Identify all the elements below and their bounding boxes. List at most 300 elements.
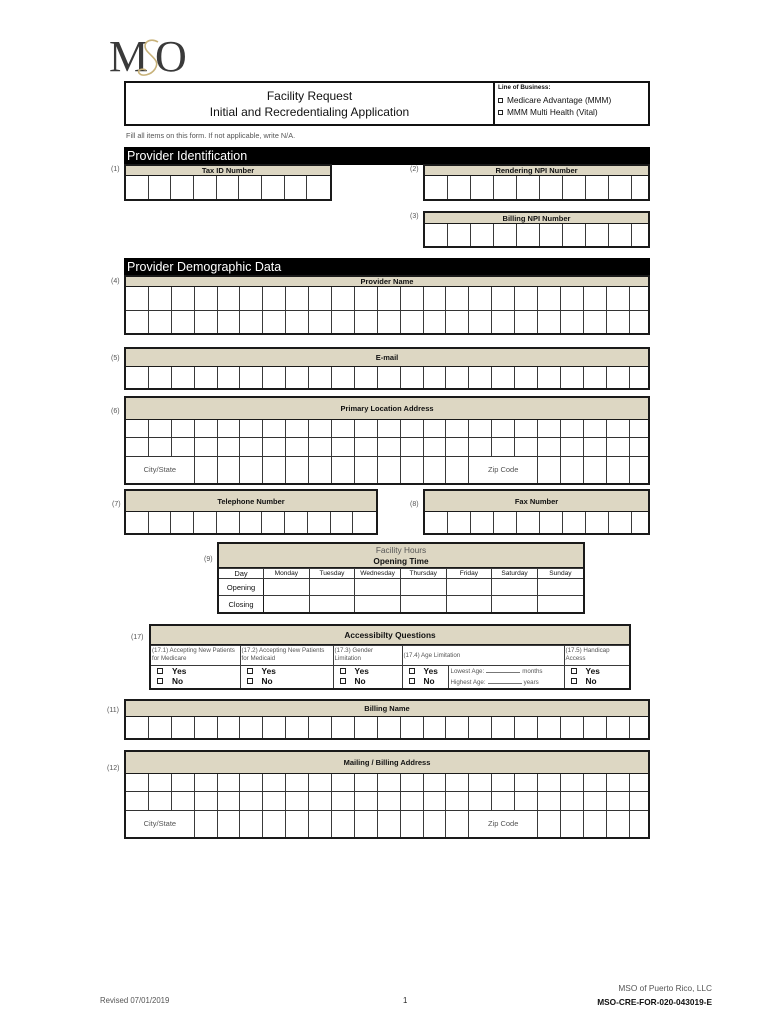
character-box[interactable]: [378, 717, 401, 738]
character-box[interactable]: [332, 717, 355, 738]
hours-cell[interactable]: [309, 579, 355, 596]
character-box[interactable]: [149, 438, 172, 455]
character-box[interactable]: [355, 311, 378, 334]
character-box[interactable]: [240, 792, 263, 809]
character-box[interactable]: [586, 224, 609, 246]
character-box[interactable]: [309, 438, 332, 455]
no-option[interactable]: [571, 676, 628, 686]
character-box[interactable]: [471, 512, 494, 533]
character-box[interactable]: [378, 792, 401, 809]
character-box[interactable]: [195, 420, 218, 437]
character-box[interactable]: [149, 367, 172, 388]
character-box[interactable]: [446, 311, 469, 334]
character-box[interactable]: [332, 367, 355, 388]
character-box[interactable]: [378, 287, 401, 310]
character-box[interactable]: [563, 176, 586, 199]
character-box[interactable]: [355, 811, 378, 837]
character-box[interactable]: [218, 420, 241, 437]
character-box[interactable]: [149, 792, 172, 809]
highest-age-input[interactable]: [488, 677, 522, 684]
character-box[interactable]: [218, 774, 241, 791]
character-box[interactable]: [538, 420, 561, 437]
character-box[interactable]: [378, 457, 401, 483]
character-box[interactable]: [149, 717, 172, 738]
character-box[interactable]: [331, 512, 354, 533]
checkbox-icon[interactable]: [340, 668, 346, 674]
character-box[interactable]: [309, 420, 332, 437]
character-box[interactable]: [217, 176, 240, 199]
character-box[interactable]: [630, 420, 648, 437]
character-box[interactable]: [172, 420, 195, 437]
character-box[interactable]: [607, 287, 630, 310]
character-box[interactable]: [286, 287, 309, 310]
checkbox-icon[interactable]: [340, 678, 346, 684]
character-box[interactable]: [448, 512, 471, 533]
character-box[interactable]: [332, 438, 355, 455]
character-box[interactable]: [607, 792, 630, 809]
character-box[interactable]: [263, 811, 286, 837]
character-box[interactable]: [401, 367, 424, 388]
hours-cell[interactable]: [400, 596, 446, 612]
character-box[interactable]: [607, 420, 630, 437]
character-box[interactable]: [630, 457, 648, 483]
character-box[interactable]: [149, 287, 172, 310]
character-box[interactable]: [239, 176, 262, 199]
character-box[interactable]: [446, 811, 469, 837]
character-box[interactable]: [309, 774, 332, 791]
character-box[interactable]: [172, 367, 195, 388]
character-box[interactable]: [240, 287, 263, 310]
character-box[interactable]: [563, 512, 586, 533]
character-box[interactable]: [332, 811, 355, 837]
hours-cell[interactable]: [446, 579, 492, 596]
character-box[interactable]: [584, 367, 607, 388]
character-box[interactable]: [240, 367, 263, 388]
character-box[interactable]: [240, 717, 263, 738]
character-box[interactable]: [401, 420, 424, 437]
character-box[interactable]: [126, 774, 149, 791]
character-box[interactable]: [218, 457, 241, 483]
character-box[interactable]: [195, 287, 218, 310]
character-box[interactable]: [424, 792, 447, 809]
character-box[interactable]: [240, 438, 263, 455]
character-box[interactable]: [378, 367, 401, 388]
character-box[interactable]: [172, 774, 195, 791]
character-box[interactable]: [263, 457, 286, 483]
character-box[interactable]: [607, 367, 630, 388]
character-box[interactable]: [218, 287, 241, 310]
character-box[interactable]: [515, 438, 538, 455]
character-box[interactable]: [494, 224, 517, 246]
character-box[interactable]: [240, 811, 263, 837]
character-box[interactable]: [469, 717, 492, 738]
character-box[interactable]: [378, 811, 401, 837]
character-box[interactable]: [448, 224, 471, 246]
character-box[interactable]: [515, 774, 538, 791]
no-option[interactable]: [340, 676, 401, 686]
character-box[interactable]: [424, 438, 447, 455]
character-box[interactable]: [494, 512, 517, 533]
checkbox-icon[interactable]: [498, 110, 503, 115]
character-box[interactable]: [630, 717, 648, 738]
character-box[interactable]: [171, 176, 194, 199]
character-box[interactable]: [401, 287, 424, 310]
character-box[interactable]: [632, 224, 648, 246]
character-box[interactable]: [446, 287, 469, 310]
character-box[interactable]: [355, 774, 378, 791]
character-box[interactable]: [172, 311, 195, 334]
character-box[interactable]: [126, 287, 149, 310]
character-box[interactable]: [515, 792, 538, 809]
no-option[interactable]: [247, 676, 332, 686]
character-box[interactable]: [285, 512, 308, 533]
character-box[interactable]: [218, 438, 241, 455]
character-box[interactable]: [149, 774, 172, 791]
character-box[interactable]: [492, 774, 515, 791]
character-box[interactable]: [561, 287, 584, 310]
character-box[interactable]: [538, 367, 561, 388]
yes-option[interactable]: [409, 666, 447, 676]
character-box[interactable]: [401, 311, 424, 334]
character-box[interactable]: [126, 438, 149, 455]
no-option[interactable]: [409, 676, 447, 686]
character-box[interactable]: [263, 420, 286, 437]
checkbox-icon[interactable]: [157, 678, 163, 684]
character-box[interactable]: [515, 717, 538, 738]
character-box[interactable]: [194, 176, 217, 199]
character-box[interactable]: [469, 420, 492, 437]
character-box[interactable]: [561, 420, 584, 437]
character-box[interactable]: [538, 792, 561, 809]
character-box[interactable]: [446, 717, 469, 738]
character-box[interactable]: [286, 311, 309, 334]
character-box[interactable]: [538, 717, 561, 738]
character-box[interactable]: [286, 420, 309, 437]
character-box[interactable]: [471, 176, 494, 199]
character-box[interactable]: [355, 438, 378, 455]
character-box[interactable]: [263, 287, 286, 310]
character-box[interactable]: [126, 311, 149, 334]
character-box[interactable]: [126, 420, 149, 437]
character-box[interactable]: [309, 811, 332, 837]
character-box[interactable]: [515, 367, 538, 388]
yes-option[interactable]: [571, 666, 628, 676]
character-box[interactable]: [355, 367, 378, 388]
character-box[interactable]: [469, 287, 492, 310]
character-box[interactable]: [149, 311, 172, 334]
character-box[interactable]: [561, 457, 584, 483]
character-box[interactable]: [286, 811, 309, 837]
character-box[interactable]: [149, 176, 172, 199]
character-box[interactable]: [263, 717, 286, 738]
character-box[interactable]: [286, 717, 309, 738]
character-box[interactable]: [561, 792, 584, 809]
character-box[interactable]: [240, 420, 263, 437]
character-box[interactable]: [446, 438, 469, 455]
hours-cell[interactable]: [264, 596, 310, 612]
character-box[interactable]: [561, 311, 584, 334]
character-box[interactable]: [630, 311, 648, 334]
checkbox-icon[interactable]: [498, 98, 503, 103]
character-box[interactable]: [378, 311, 401, 334]
character-box[interactable]: [195, 367, 218, 388]
character-box[interactable]: [262, 512, 285, 533]
character-box[interactable]: [217, 512, 240, 533]
yes-option[interactable]: [247, 666, 332, 676]
character-box[interactable]: [172, 287, 195, 310]
character-box[interactable]: [586, 512, 609, 533]
character-box[interactable]: [126, 792, 149, 809]
character-box[interactable]: [195, 438, 218, 455]
checkbox-icon[interactable]: [571, 668, 577, 674]
character-box[interactable]: [586, 176, 609, 199]
character-box[interactable]: [218, 717, 241, 738]
character-box[interactable]: [195, 792, 218, 809]
character-box[interactable]: [401, 438, 424, 455]
character-box[interactable]: [561, 774, 584, 791]
character-box[interactable]: [218, 367, 241, 388]
character-box[interactable]: [515, 420, 538, 437]
character-box[interactable]: [195, 717, 218, 738]
character-box[interactable]: [424, 311, 447, 334]
character-box[interactable]: [517, 224, 540, 246]
character-box[interactable]: [309, 311, 332, 334]
character-box[interactable]: [171, 512, 194, 533]
character-box[interactable]: [584, 311, 607, 334]
character-box[interactable]: [561, 367, 584, 388]
character-box[interactable]: [538, 457, 561, 483]
character-box[interactable]: [494, 176, 517, 199]
character-box[interactable]: [286, 438, 309, 455]
character-box[interactable]: [424, 717, 447, 738]
character-box[interactable]: [492, 287, 515, 310]
character-box[interactable]: [584, 457, 607, 483]
hours-cell[interactable]: [492, 596, 538, 612]
character-box[interactable]: [584, 287, 607, 310]
character-box[interactable]: [563, 224, 586, 246]
character-box[interactable]: [240, 512, 263, 533]
character-box[interactable]: [285, 176, 308, 199]
character-box[interactable]: [332, 287, 355, 310]
character-box[interactable]: [126, 717, 149, 738]
character-box[interactable]: [607, 311, 630, 334]
character-box[interactable]: [149, 420, 172, 437]
hours-cell[interactable]: [400, 579, 446, 596]
character-box[interactable]: [632, 512, 648, 533]
character-box[interactable]: [332, 420, 355, 437]
character-box[interactable]: [286, 774, 309, 791]
character-box[interactable]: [355, 717, 378, 738]
zip-code-box[interactable]: [469, 811, 538, 837]
character-box[interactable]: [149, 512, 172, 533]
character-box[interactable]: [538, 287, 561, 310]
character-box[interactable]: [538, 311, 561, 334]
character-box[interactable]: [263, 311, 286, 334]
character-box[interactable]: [630, 792, 648, 809]
character-box[interactable]: [561, 717, 584, 738]
character-box[interactable]: [424, 367, 447, 388]
character-box[interactable]: [448, 176, 471, 199]
hours-cell[interactable]: [492, 579, 538, 596]
character-box[interactable]: [609, 176, 632, 199]
character-box[interactable]: [401, 717, 424, 738]
zip-code-box[interactable]: [469, 457, 538, 483]
character-box[interactable]: [425, 512, 448, 533]
character-box[interactable]: [584, 811, 607, 837]
character-box[interactable]: [540, 224, 563, 246]
character-box[interactable]: [584, 774, 607, 791]
character-box[interactable]: [424, 287, 447, 310]
character-box[interactable]: [561, 438, 584, 455]
lob-option-medicare-advantage[interactable]: [498, 94, 645, 106]
character-box[interactable]: [424, 774, 447, 791]
character-box[interactable]: [308, 512, 331, 533]
yes-option[interactable]: [340, 666, 401, 676]
character-box[interactable]: [401, 792, 424, 809]
character-box[interactable]: [378, 774, 401, 791]
character-box[interactable]: [517, 512, 540, 533]
character-box[interactable]: [286, 457, 309, 483]
character-box[interactable]: [584, 420, 607, 437]
checkbox-icon[interactable]: [157, 668, 163, 674]
character-box[interactable]: [538, 438, 561, 455]
character-box[interactable]: [446, 774, 469, 791]
character-box[interactable]: [446, 457, 469, 483]
hours-cell[interactable]: [537, 579, 583, 596]
character-box[interactable]: [355, 457, 378, 483]
character-box[interactable]: [630, 367, 648, 388]
hours-cell[interactable]: [309, 596, 355, 612]
character-box[interactable]: [607, 811, 630, 837]
character-box[interactable]: [517, 176, 540, 199]
character-box[interactable]: [584, 717, 607, 738]
character-box[interactable]: [538, 774, 561, 791]
character-box[interactable]: [607, 717, 630, 738]
character-box[interactable]: [540, 512, 563, 533]
character-box[interactable]: [332, 774, 355, 791]
character-box[interactable]: [126, 367, 149, 388]
character-box[interactable]: [126, 512, 149, 533]
character-box[interactable]: [630, 287, 648, 310]
character-box[interactable]: [446, 420, 469, 437]
character-box[interactable]: [630, 438, 648, 455]
hours-cell[interactable]: [264, 579, 310, 596]
character-box[interactable]: [609, 224, 632, 246]
hours-cell[interactable]: [537, 596, 583, 612]
character-box[interactable]: [630, 811, 648, 837]
city-state-box[interactable]: [126, 811, 195, 837]
character-box[interactable]: [355, 420, 378, 437]
checkbox-icon[interactable]: [409, 678, 415, 684]
character-box[interactable]: [332, 457, 355, 483]
character-box[interactable]: [609, 512, 632, 533]
checkbox-icon[interactable]: [571, 678, 577, 684]
character-box[interactable]: [309, 367, 332, 388]
character-box[interactable]: [584, 438, 607, 455]
hours-cell[interactable]: [355, 579, 401, 596]
character-box[interactable]: [355, 792, 378, 809]
character-box[interactable]: [469, 367, 492, 388]
character-box[interactable]: [515, 287, 538, 310]
character-box[interactable]: [492, 717, 515, 738]
character-box[interactable]: [401, 774, 424, 791]
checkbox-icon[interactable]: [247, 668, 253, 674]
character-box[interactable]: [353, 512, 376, 533]
character-box[interactable]: [378, 438, 401, 455]
character-box[interactable]: [240, 457, 263, 483]
character-box[interactable]: [263, 792, 286, 809]
character-box[interactable]: [194, 512, 217, 533]
character-box[interactable]: [424, 811, 447, 837]
character-box[interactable]: [469, 311, 492, 334]
character-box[interactable]: [172, 717, 195, 738]
character-box[interactable]: [401, 811, 424, 837]
character-box[interactable]: [584, 792, 607, 809]
no-option[interactable]: [157, 676, 239, 686]
character-box[interactable]: [240, 774, 263, 791]
character-box[interactable]: [515, 311, 538, 334]
yes-option[interactable]: [157, 666, 239, 676]
character-box[interactable]: [195, 311, 218, 334]
character-box[interactable]: [607, 774, 630, 791]
character-box[interactable]: [286, 792, 309, 809]
character-box[interactable]: [378, 420, 401, 437]
character-box[interactable]: [332, 792, 355, 809]
character-box[interactable]: [355, 287, 378, 310]
character-box[interactable]: [309, 287, 332, 310]
character-box[interactable]: [424, 420, 447, 437]
character-box[interactable]: [561, 811, 584, 837]
character-box[interactable]: [172, 438, 195, 455]
character-box[interactable]: [309, 457, 332, 483]
character-box[interactable]: [540, 176, 563, 199]
character-box[interactable]: [172, 792, 195, 809]
checkbox-icon[interactable]: [247, 678, 253, 684]
character-box[interactable]: [492, 367, 515, 388]
character-box[interactable]: [263, 774, 286, 791]
lob-option-multi-health[interactable]: [498, 106, 645, 118]
city-state-box[interactable]: [126, 457, 195, 483]
character-box[interactable]: [195, 457, 218, 483]
character-box[interactable]: [195, 811, 218, 837]
character-box[interactable]: [492, 792, 515, 809]
character-box[interactable]: [446, 792, 469, 809]
character-box[interactable]: [332, 311, 355, 334]
character-box[interactable]: [424, 457, 447, 483]
character-box[interactable]: [240, 311, 263, 334]
character-box[interactable]: [218, 792, 241, 809]
character-box[interactable]: [309, 792, 332, 809]
character-box[interactable]: [262, 176, 285, 199]
character-box[interactable]: [471, 224, 494, 246]
character-box[interactable]: [607, 438, 630, 455]
character-box[interactable]: [195, 774, 218, 791]
lowest-age-input[interactable]: [486, 666, 520, 673]
character-box[interactable]: [492, 438, 515, 455]
character-box[interactable]: [492, 420, 515, 437]
character-box[interactable]: [607, 457, 630, 483]
character-box[interactable]: [469, 774, 492, 791]
checkbox-icon[interactable]: [409, 668, 415, 674]
character-box[interactable]: [538, 811, 561, 837]
character-box[interactable]: [218, 311, 241, 334]
hours-cell[interactable]: [355, 596, 401, 612]
character-box[interactable]: [286, 367, 309, 388]
character-box[interactable]: [126, 176, 149, 199]
character-box[interactable]: [630, 774, 648, 791]
character-box[interactable]: [263, 438, 286, 455]
character-box[interactable]: [492, 311, 515, 334]
